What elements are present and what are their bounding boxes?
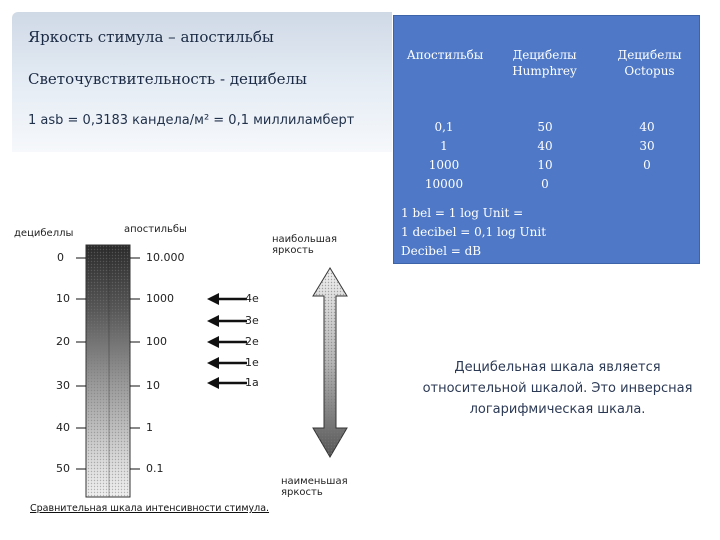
humphrey-value: 10 [537,158,553,172]
note-line: логарифмическая шкала. [469,402,646,417]
bel-note: Decibel = dB [401,244,482,258]
db-tick: 40 [56,421,70,434]
decibel-note [405,357,710,420]
db-tick: 20 [56,335,70,348]
col-header-humphrey [497,47,592,79]
asb-value: 0,1 [434,120,454,134]
filter-arrows [207,293,247,389]
asb-value: 1 [440,139,448,153]
asb-tick: 1 [146,421,153,434]
asb-tick: 10.000 [146,251,185,264]
highest-brightness-line: яркость [272,245,314,256]
lowest-brightness-label [281,476,348,498]
brightness-arrow [313,268,347,457]
asb-tick: 1000 [146,292,174,305]
asb-tick: 100 [146,335,167,348]
filter-label: 1a [245,376,259,389]
figure-caption: Сравнительная шкала интенсивности стимула. [30,503,270,514]
asb-value: 1000 [428,158,460,172]
lowest-brightness-line: яркость [281,487,323,498]
asb-tick: 0.1 [146,462,164,475]
humphrey-value: 0 [541,177,549,191]
db-axis-header: децибеллы [14,228,74,239]
db-tick: 0 [57,251,64,264]
filter-label: 3e [245,314,259,327]
col-header-apostilbs [400,47,490,63]
col-header-octopus-line1: Децибелы [617,48,682,62]
unit-conversion: 1 asb = 0,3183 кандела/м² = 0,1 миллиламберт [28,113,355,128]
asb-value: 10000 [424,177,464,191]
humphrey-value: 40 [537,139,553,153]
octopus-value: 0 [643,158,651,172]
asb-axis-header: апостильбы [124,224,187,235]
bel-note: 1 bel = 1 log Unit = [401,206,524,220]
note-line: относительной шкалой. Это инверсная [422,381,693,396]
filter-label: 4e [245,292,259,305]
db-tick: 10 [56,292,70,305]
octopus-value: 40 [639,120,655,134]
humphrey-value: 50 [537,120,553,134]
filter-label: 2e [245,335,259,348]
note-line: Децибельная шкала является [454,360,661,375]
intensity-bar [86,245,130,497]
title-sensitivity: Светочувствительность - децибелы [28,70,307,88]
asb-tick: 10 [146,379,160,392]
col-header-octopus [602,47,697,79]
col-header-humphrey-line2: Humphrey [512,64,577,78]
title-brightness: Яркость стимула – апостильбы [28,28,274,46]
col-header-humphrey-line1: Децибелы [512,48,577,62]
highest-brightness-line: наибольшая [272,234,338,245]
bel-notes [401,204,546,261]
octopus-value: 30 [639,139,655,153]
col-header-octopus-line2: Octopus [624,64,675,78]
filter-label: 1e [245,356,259,369]
col-header-apostilbs-text: Апостильбы [406,48,484,62]
bel-note: 1 decibel = 0,1 log Unit [401,225,547,239]
lowest-brightness-line: наименьшая [281,476,348,487]
db-tick: 50 [56,462,70,475]
highest-brightness-label [272,234,337,256]
db-tick: 30 [56,379,70,392]
